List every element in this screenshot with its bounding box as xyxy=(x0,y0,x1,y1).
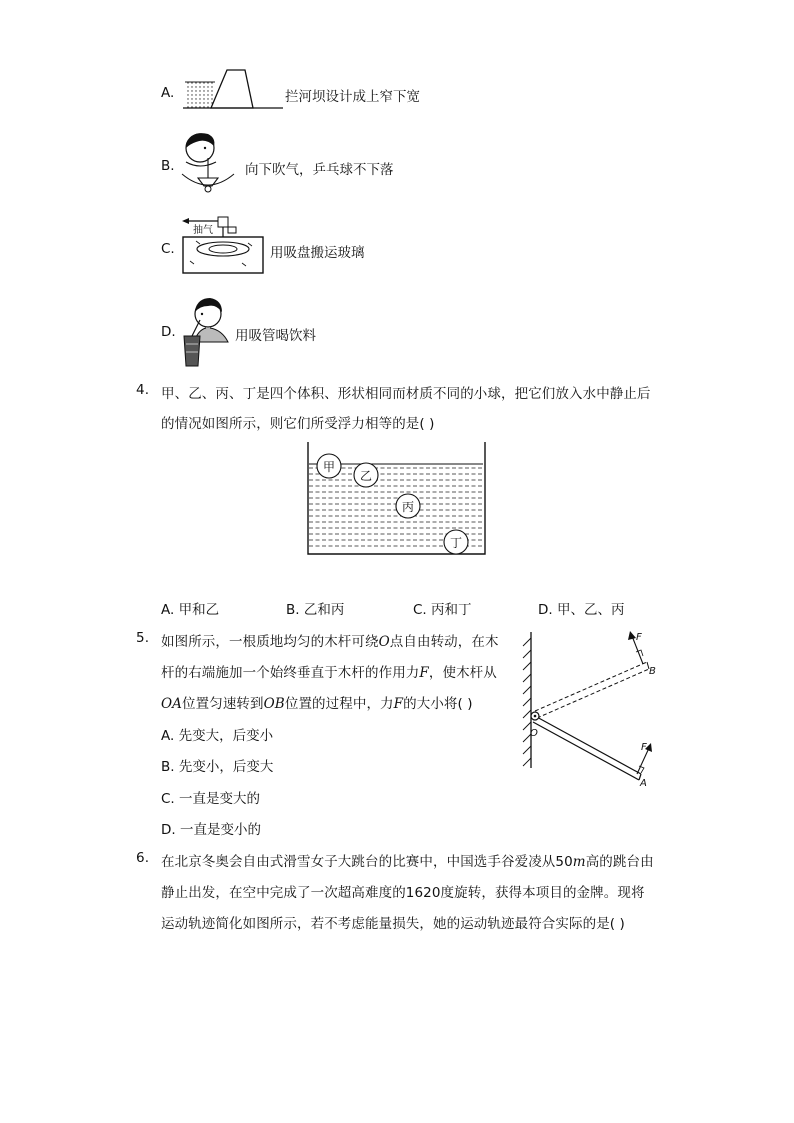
svg-text:乙: 乙 xyxy=(359,469,373,483)
label-f-top: F xyxy=(636,632,642,643)
svg-text:丙: 丙 xyxy=(401,500,415,514)
ball-bing xyxy=(396,494,420,518)
q4-option-b[interactable]: B. 乙和丙 xyxy=(286,602,345,618)
q5-line3: OA位置匀速转到OB位置的过程中，力F的大小将( ) xyxy=(161,696,473,712)
dam-figure xyxy=(183,66,283,112)
option-c-text: 用吸盘搬运玻璃 xyxy=(270,245,365,261)
svg-text:甲: 甲 xyxy=(322,460,336,474)
q4-line2: 的情况如图所示，则它们所受浮力相等的是( ) xyxy=(161,416,435,432)
q6-line2: 静止出发，在空中完成了一次超高难度的1620度旋转，获得本项目的金牌。现将 xyxy=(161,885,645,901)
ball-yi xyxy=(354,463,378,487)
q6-number: 6. xyxy=(136,850,150,866)
q4-number: 4. xyxy=(136,382,150,398)
label-f-bottom: F xyxy=(641,742,647,753)
blowing-funnel-figure xyxy=(178,126,242,198)
lever-figure xyxy=(515,626,665,792)
label-a: A xyxy=(640,778,647,789)
q5-option-d[interactable]: D. 一直是变小的 xyxy=(161,822,261,838)
q6-line1: 在北京冬奥会自由式滑雪女子大跳台的比赛中，中国选手谷爱凌从50m高的跳台由 xyxy=(161,854,654,870)
option-a-letter: A. xyxy=(161,85,175,101)
q5-option-c[interactable]: C. 一直是变大的 xyxy=(161,791,261,807)
option-d-letter: D. xyxy=(161,324,176,340)
option-a-text: 拦河坝设计成上窄下宽 xyxy=(285,89,420,105)
q5-number: 5. xyxy=(136,630,150,646)
q5-option-a[interactable]: A. 先变大，后变小 xyxy=(161,728,274,744)
ball-ding xyxy=(444,530,468,554)
option-b-letter: B. xyxy=(161,158,175,174)
suction-cup-figure xyxy=(180,213,266,277)
q4-option-c[interactable]: C. 丙和丁 xyxy=(413,602,472,618)
svg-text:丁: 丁 xyxy=(449,536,463,550)
label-o: O xyxy=(530,728,538,739)
option-b-text: 向下吹气，乒乓球不下落 xyxy=(245,162,394,178)
q6-line3: 运动轨迹简化如图所示，若不考虑能量损失，她的运动轨迹最符合实际的是( ) xyxy=(161,916,625,932)
q5-line1: 如图所示，一根质地均匀的木杆可绕O点自由转动，在木 xyxy=(161,634,499,650)
floating-balls-figure xyxy=(305,440,490,560)
suction-label: 抽气 xyxy=(193,225,213,236)
q4-option-d[interactable]: D. 甲、乙、丙 xyxy=(538,602,625,618)
q5-option-b[interactable]: B. 先变小，后变大 xyxy=(161,759,274,775)
ball-jia xyxy=(317,454,341,478)
q4-option-a[interactable]: A. 甲和乙 xyxy=(161,602,220,618)
label-b: B xyxy=(649,666,656,677)
option-d-text: 用吸管喝饮料 xyxy=(235,328,316,344)
q5-line2: 杆的右端施加一个始终垂直于木杆的作用力F，使木杆从 xyxy=(161,665,497,681)
option-c-letter: C. xyxy=(161,241,175,257)
straw-drink-figure xyxy=(180,290,236,370)
q4-line1: 甲、乙、丙、丁是四个体积、形状相同而材质不同的小球，把它们放入水中静止后 xyxy=(161,386,651,402)
